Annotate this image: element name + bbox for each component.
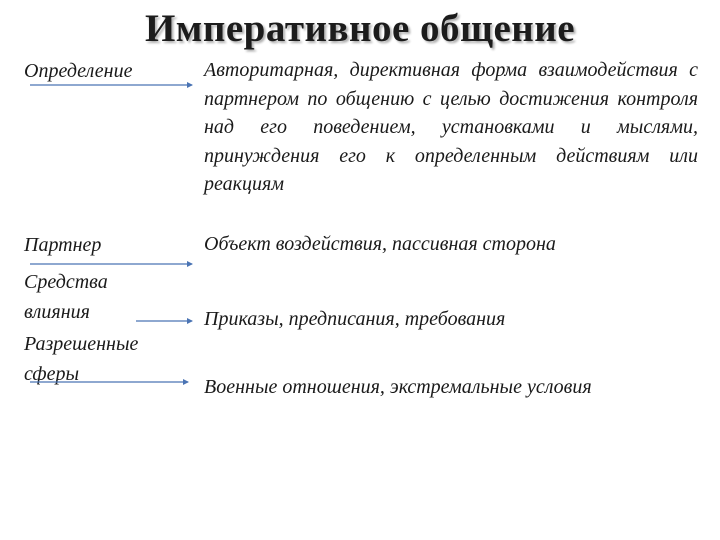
description-definition: Авторитарная, директивная форма взаимодействия с партнером по общению с целью достижения контроля над его поведением, установками и мыслями, принуждения его к определенным действиям или реакциям	[204, 59, 698, 196]
term-means-label-line1: Средства	[24, 271, 108, 293]
term-partner-label: Партнер	[24, 234, 102, 256]
description-means: Приказы, предписания, требования	[204, 308, 506, 330]
slide-title: Императивное общение	[144, 7, 576, 50]
term-spheres	[24, 329, 138, 389]
term-spheres-label-line1: Разрешенные	[24, 333, 139, 355]
term-definition-label: Определение	[24, 60, 133, 82]
term-means	[24, 267, 108, 327]
term-means-label-line2: влияния	[24, 301, 90, 323]
description-spheres: Военные отношения, экстремальные условия	[204, 376, 592, 398]
term-definition	[24, 56, 132, 86]
term-partner	[24, 230, 101, 260]
term-spheres-label-line2: сферы	[24, 363, 79, 385]
description-partner: Объект воздействия, пассивная сторона	[204, 233, 556, 255]
